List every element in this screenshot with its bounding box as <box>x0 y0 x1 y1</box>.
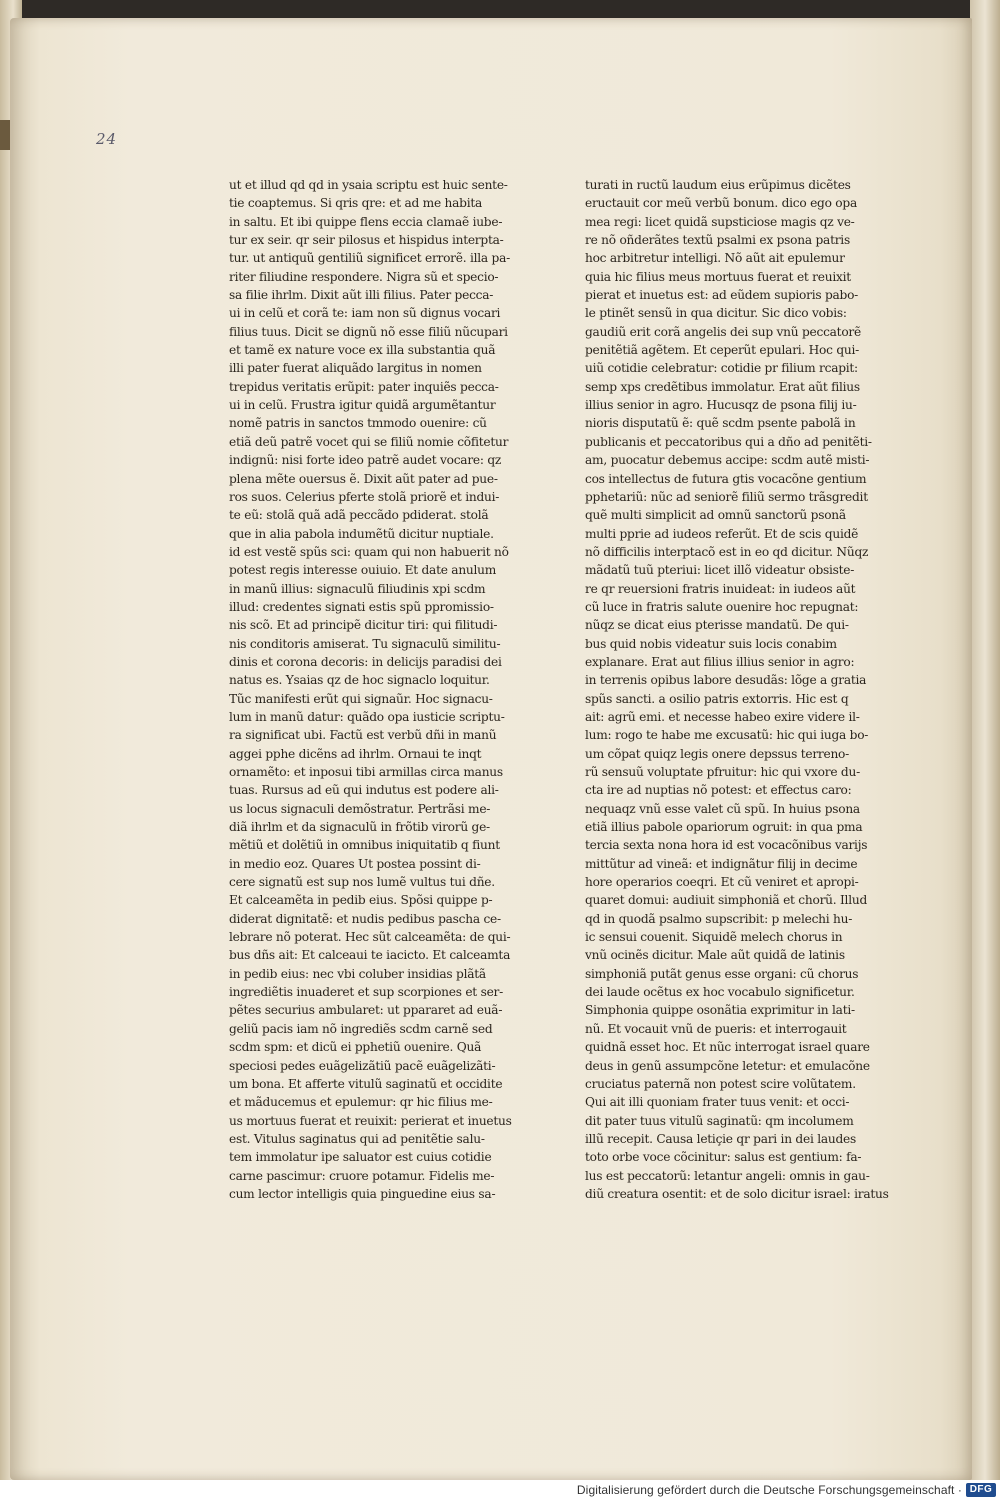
text-line: bus dñs ait: Et calceaui te iacicto. Et calceamta <box>229 948 511 963</box>
right-page-edge <box>970 0 1000 1480</box>
text-line: qd in quodã psalmo supscribit: p melechi hu- <box>585 911 853 926</box>
text-line: in medio eoz. Quares Ut postea possint di- <box>229 856 481 871</box>
footer-bar <box>0 1480 1000 1501</box>
text-line: cos intellectus de futura gtis vocacõne gentium <box>585 471 867 486</box>
text-line: nis scõ. Et ad principẽ dicitur tiri: qui filitudi- <box>229 618 498 633</box>
text-line: lus est peccatorũ: letantur angeli: omnis in gau- <box>585 1168 870 1183</box>
text-line: pẽtes securius ambularet: ut ppararet ad euã- <box>229 1003 503 1018</box>
text-line: Et calceamẽta in pedib eius. Spõsi quippe p- <box>229 893 493 908</box>
text-line: diã ihrlm et da signaculũ in frõtib virorũ ge- <box>229 820 490 835</box>
text-line: trepidus veritatis erũpit: pater inquiẽs pecca- <box>229 379 499 394</box>
text-line: explanare. Erat aut filius illius senior in agro: <box>585 654 855 669</box>
text-line: illũ recepit. Causa letiçie qr pari in dei laudes <box>585 1131 856 1146</box>
text-line: ait: agrũ emi. et necesse habeo exire videre il- <box>585 709 860 724</box>
text-line: in manũ illius: signaculũ filiudinis xpi scdm <box>229 581 486 596</box>
text-line: indignũ: nisi forte ideo patrẽ audet vocare: qz <box>229 453 502 468</box>
text-line: potest regis interesse ouiuio. Et date anulum <box>229 563 497 578</box>
text-line: quẽ multi simplicit ad omnũ sanctorũ psonã <box>585 508 846 523</box>
text-line: nõ difficilis interptacõ est in eo qd dicitur. Nũqz <box>585 544 869 559</box>
text-line: illius senior in agro. Hucusqz de psona filij iu- <box>585 398 857 413</box>
text-line: natus es. Ysaias qz de hoc signaclo loquitur. <box>229 673 490 688</box>
text-line: spũs sancti. a osilio patris extorris. Hic est q <box>585 691 849 706</box>
text-line: in pedib eius: nec vbi coluber insidias plãtã <box>229 966 486 981</box>
text-line: ros suos. Celerius pferte stolã priorẽ et indui- <box>229 489 500 504</box>
text-line: pierat et inuetus est: ad eũdem supioris pabo- <box>585 288 859 303</box>
text-line: nequaqz vnũ esse valet cũ spũ. In huius psona <box>585 801 860 816</box>
text-line: carne pascimur: cruore potamur. Fidelis me- <box>229 1168 495 1183</box>
text-line: mãdatũ tuũ pteriui: licet illõ videatur obsiste- <box>585 563 855 578</box>
text-line: hoc arbitretur intelligi. Nõ aũt ait epulemur <box>585 251 845 266</box>
text-line: re qr reuersioni fratris inuideat: in iudeos aũt <box>585 581 856 596</box>
text-line: tem immolatur ipe saluator est cuius cotidie <box>229 1150 492 1165</box>
text-line: toto orbe voce cõcinitur: salus est gentium: fa- <box>585 1150 862 1165</box>
text-line: multi pprie ad iudeos referũt. Et de scis quidẽ <box>585 526 859 541</box>
text-line: ut et illud qd qd in ysaia scriptu est huic sente- <box>229 178 508 192</box>
text-line: sa filie ihrlm. Dixit aũt illi filius. Pater pecca- <box>229 288 494 303</box>
text-line: riter filiudine respondere. Nigra sũ et specio- <box>229 269 499 284</box>
text-line: lebrare nõ poterat. Hec sũt calceamẽta: de qui- <box>229 930 511 945</box>
text-line: illud: credentes signati estis spũ ppromissio- <box>229 599 494 614</box>
text-line: ic sensui couenit. Siquidẽ melech chorus in <box>585 930 843 945</box>
text-line: re nõ oñderãtes textũ psalmi ex psona patris <box>585 233 850 248</box>
text-line: pphetariũ: nũc ad seniorẽ filiũ sermo trãsgredit <box>585 489 868 504</box>
text-line: am, puocatur debemus accipe: scdm autẽ misti- <box>585 453 870 468</box>
text-line: nũ. Et vocauit vnũ de pueris: et interrogauit <box>585 1021 847 1036</box>
text-line: tuas. Rursus ad eũ qui indutus est podere ali- <box>229 783 499 798</box>
text-line: cũ luce in fratris salute ouenire hoc repugnat: <box>585 599 859 614</box>
text-line: ra significat ubi. Factũ est verbũ dñi in manũ <box>229 728 497 743</box>
text-line: semp xps credẽtibus immolatur. Erat aũt filius <box>585 379 860 394</box>
text-line: ingrediẽtis inuaderet et sup scorpiones et ser- <box>229 985 503 1000</box>
text-line: dinis et corona decoris: in delicijs paradisi dei <box>229 654 502 669</box>
text-line: lum: rogo te habe me excusatũ: hic qui iuga bo- <box>585 728 869 743</box>
right-text-column <box>585 176 903 1203</box>
text-line: Qui ait illi quoniam frater tuus venit: et occi- <box>585 1095 850 1110</box>
text-line: id est vestẽ spũs sci: quam qui non habuerit nõ <box>229 544 509 559</box>
text-line: nũqz se dicat eius pterisse mandatũ. De qui- <box>585 618 849 633</box>
text-line: in saltu. Et ibi quippe flens eccia clamaẽ iube- <box>229 214 503 229</box>
funding-credit: Digitalisierung gefördert durch die Deutsche Forschungsgemeinschaft · <box>576 1483 962 1497</box>
text-line: in terrenis opibus labore desudãs: lõge a gratia <box>585 673 867 688</box>
text-line: gaudiũ erit corã angelis dei sup vnũ peccatorẽ <box>585 324 861 339</box>
text-line: Simphonia quippe osonãtia exprimitur in lati- <box>585 1003 855 1018</box>
text-line: et tamẽ ex nature voce ex illa substantia quã <box>229 343 496 358</box>
text-line: mea regi: licet quidã supsticiose magis qz ve- <box>585 214 855 229</box>
text-line: nis conditoris amiserat. Tu signaculũ similitu- <box>229 636 501 651</box>
text-line: et mãducemus et epulemur: qr hic filius me- <box>229 1095 493 1110</box>
text-line: aggei pphe dicẽns ad ihrlm. Ornaui te inqt <box>229 746 482 761</box>
folio-note: 24 <box>96 130 118 148</box>
text-line: Tũc manifesti erũt qui signaũr. Hoc signacu- <box>229 691 493 706</box>
text-line: hore operarios coeqri. Et cũ veniret et apropi- <box>585 875 859 890</box>
text-line: diũ creatura osentit: et de solo dicitur israel: iratus <box>585 1186 889 1201</box>
text-line: penitẽtiã agẽtem. Et ceperũt epulari. Hoc qui- <box>585 343 860 358</box>
text-line: uiũ cotidie celebratur: cotidie pr filium rcapit: <box>585 361 858 376</box>
text-line: etiã deũ patrẽ vocet qui se filiũ nomie cõfitetur <box>229 434 509 449</box>
text-line: publicanis et peccatoribus qui a dño ad penitẽti- <box>585 434 872 449</box>
text-line: plena mẽte ouersus ẽ. Dixit aũt pater ad pue- <box>229 471 498 486</box>
text-line: geliũ pacis iam nõ ingrediẽs scdm carnẽ sed <box>229 1021 493 1036</box>
text-line: rũ sensuũ voluptate pfruitur: hic qui vxore du- <box>585 765 860 779</box>
text-line: scdm spm: et dicũ ei pphetiũ ouenire. Quã <box>229 1040 482 1055</box>
text-line: lum in manũ datur: quãdo opa iusticie scriptu- <box>229 709 505 724</box>
text-line: cruciatus paternã non potest scire volũtatem. <box>585 1076 856 1091</box>
text-line: quia hic filius meus mortuus fuerat et reuixit <box>585 269 851 284</box>
text-line: te eũ: stolã quã adã peccãdo pdiderat. stolã <box>229 508 489 523</box>
text-line: ornamẽto: et inposui tibi armillas circa manus <box>229 765 503 779</box>
text-line: dei laude ocẽtus ex hoc vocabulo significetur. <box>585 985 855 1000</box>
binding-clasp-mark <box>0 120 10 150</box>
text-line: cere signatũ est sup nos lumẽ vultus tui dñe. <box>229 875 495 890</box>
text-line: etiã illius pabole opariorum ogruit: in qua pma <box>585 820 863 835</box>
text-line: est. Vitulus saginatus qui ad penitẽtie salu- <box>229 1131 485 1146</box>
text-line: nomẽ patris in sanctos tmmodo ouenire: cũ <box>229 416 487 431</box>
text-line: quaret domui: audiuit simphoniã et chorũ. Illud <box>585 893 867 908</box>
text-line: le ptinẽt sensũ in qua dicitur. Sic dico vobis: <box>585 306 847 321</box>
text-line: um cõpat quiqz legis onere depssus terreno- <box>585 746 850 761</box>
text-line: tercia sexta nona hora id est vocacõnibus varijs <box>585 838 868 853</box>
text-line: turati in ructũ laudum eius erũpimus dicẽtes <box>585 178 851 192</box>
text-line: mẽtiũ et dolẽtiũ in omnibus iniquitatib q fiunt <box>229 838 500 853</box>
text-line: deus in genũ assumpcõne letetur: et emulacõne <box>585 1058 870 1073</box>
text-line: vnũ ocinẽs dicitur. Male aũt quidã de latinis <box>585 948 845 963</box>
text-line: tie coaptemus. Si qris qre: et ad me habita <box>229 196 483 211</box>
text-line: ui in celũ et corã te: iam non sũ dignus vocari <box>229 306 501 321</box>
text-line: quidnã esset hoc. Et nũc interrogat israel quare <box>585 1040 870 1055</box>
text-line: diderat dignitatẽ: et nudis pedibus pascha ce- <box>229 911 501 926</box>
text-line: eructauit cor meũ verbũ bonum. dico ego opa <box>585 196 857 211</box>
text-line: filius tuus. Dicit se dignũ nõ esse filiũ nũcupari <box>229 324 508 339</box>
dfg-logo: DFG <box>966 1483 996 1497</box>
text-line: us mortuus fuerat et reuixit: perierat et inuetus <box>229 1113 512 1128</box>
text-line: tur. ut antiquũ gentiliũ significet errorẽ. illa pa- <box>229 251 510 266</box>
text-line: dit pater tuus vitulũ saginatũ: qm incolumem <box>585 1113 854 1128</box>
left-text-column <box>229 176 545 1203</box>
text-line: speciosi pedes euãgelizãtiũ pacẽ euãgelizãti- <box>229 1058 496 1073</box>
text-line: tur ex seir. qr seir pilosus et hispidus interpta- <box>229 233 504 248</box>
text-line: ui in celũ. Frustra igitur quidã argumẽtantur <box>229 398 496 413</box>
text-line: bus quid nobis videatur suis locis conabim <box>585 636 837 651</box>
text-line: cum lector intelligis quia pinguedine eius sa- <box>229 1186 496 1201</box>
text-line: que in alia pabola indumẽtũ dicitur nuptiale. <box>229 526 494 541</box>
text-line: us locus signaculi demõstratur. Pertrãsi me- <box>229 801 491 816</box>
text-line: um bona. Et afferte vitulũ saginatũ et occidite <box>229 1076 503 1091</box>
text-line: nioris disputatũ ẽ: quẽ scdm psente pabolã in <box>585 416 856 431</box>
text-line: mittũtur ad vineã: et indignãtur filij in decime <box>585 856 858 871</box>
text-line: simphoniã putãt genus esse organi: cũ chorus <box>585 966 859 981</box>
text-line: illi pater fuerat aliquãdo largitus in nomen <box>229 361 482 376</box>
text-line: cta ire ad nuptias nõ potest: et effectus caro: <box>585 783 852 798</box>
